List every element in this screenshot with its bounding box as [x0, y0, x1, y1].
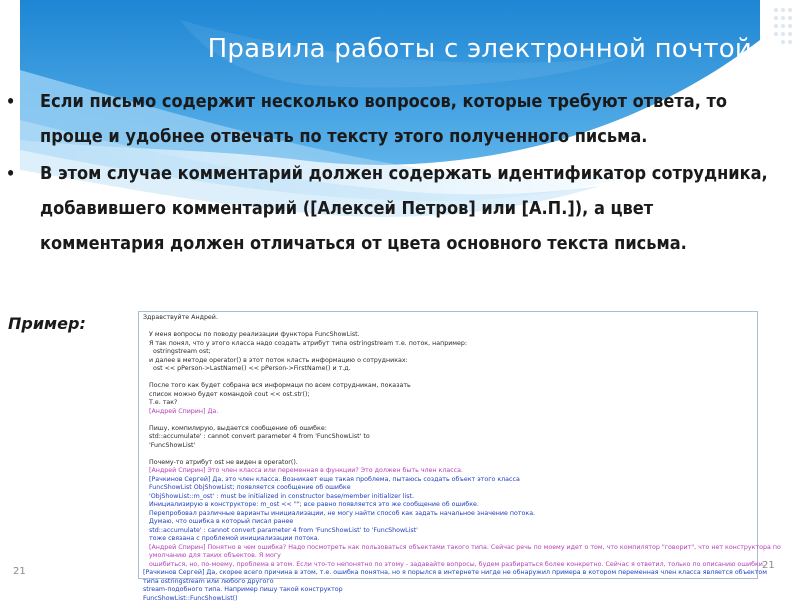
- email-line: После того как будет собрана вся информаци по всем сотрудникам, показать: [143, 382, 753, 391]
- email-line: [Андрей Спирин] Да.: [143, 408, 753, 417]
- email-line: Здравствуйте Андрей.: [143, 314, 753, 323]
- page-number-right: 21: [762, 560, 775, 571]
- bullet-item: [6, 156, 776, 261]
- email-line: Пишу, компилирую, выдается сообщение об ошибке:: [143, 425, 753, 434]
- email-line: Т.е. так?: [143, 399, 753, 408]
- email-line: ostringstream ost;: [143, 348, 753, 357]
- bullet-text: В этом случае комментарий должен содержать идентификатор сотрудника, добавившего комментарий ([Алексей Петров] или [А.П.]), а цвет комментария должен отличаться от цвета основного текста письма.: [40, 163, 768, 254]
- email-line: [143, 323, 753, 332]
- resize-grip-icon: [772, 6, 794, 50]
- email-line: std::accumulate' : cannot convert parameter 4 from 'FuncShowList' to 'FuncShowList': [143, 527, 753, 536]
- email-line: умолчанию для таких объектов. Я могу: [143, 552, 753, 561]
- email-line: ошибиться, но, по-моему, проблема в этом. Если что-то непонятно по этому - задавайте вопросы, будем разбираться более конкретно. Сейчас я ответил, только по описанию ошибки.: [143, 561, 753, 570]
- email-line: [143, 374, 753, 383]
- example-label: Пример:: [8, 314, 86, 333]
- bullet-text: Если письмо содержит несколько вопросов, которые требуют ответа, то проще и удобнее отвечать по тексту этого полученного письма.: [40, 91, 727, 147]
- bullet-dot: •: [6, 84, 15, 119]
- email-line: Инициализирую в конструкторе: m_ost << ""; все равно появляется это же сообщение об ошибке.: [143, 501, 753, 510]
- email-line: [143, 416, 753, 425]
- email-line: 'ObjShowList::m_ost' : must be initialized in constructor base/member initializer list.: [143, 493, 753, 502]
- bullet-dot: •: [6, 156, 15, 191]
- email-line: Я так понял, что у этого класса надо создать атрибут типа ostringstream т.е. поток, например:: [143, 340, 753, 349]
- email-line: типа ostringstream или любого другого: [143, 578, 753, 587]
- email-line: тоже связана с проблемой инициализации потока.: [143, 535, 753, 544]
- email-line: [143, 450, 753, 459]
- email-line: [Рачкинов Сергей] Да, скорее всего причина в этом, т.е. ошибка понятна, но я порылся в интернете нигде не обнаружил примера в котором переменная член класса является объектом: [143, 569, 753, 578]
- email-line: Думаю, что ошибка в который писал ранее: [143, 518, 753, 527]
- bullet-item: [6, 84, 776, 154]
- email-line: stream-подобного типа. Например пишу такой конструктор: [143, 586, 753, 595]
- email-line: и далее в методе operator() в этот поток класть информацию о сотрудниках:: [143, 357, 753, 366]
- email-line: FuncShowList ObjShowList; появляется сообщение об ошибке: [143, 484, 753, 493]
- email-line: 'FuncShowList': [143, 442, 753, 451]
- email-line: Перепробовал различные варианты инициализации, не могу найти способ как задать начальное значение потока.: [143, 510, 753, 519]
- email-line: ost << pPerson->LastName() << pPerson->FirstName() и т.д.: [143, 365, 753, 374]
- email-line: [Рачкинов Сергей] Да, это член класса. Возникает еще такая проблема, пытаюсь создать объект этого класса: [143, 476, 753, 485]
- email-screenshot: [138, 311, 758, 579]
- email-line: У меня вопросы по поводу реализации функтора FuncShowList.: [143, 331, 753, 340]
- slide-title: Правила работы с электронной почтой: [200, 34, 752, 64]
- bullet-list: [6, 84, 776, 263]
- email-line: Почему-то атрибут ost не виден в operator().: [143, 459, 753, 468]
- email-line: FuncShowList::FuncShowList(): [143, 595, 753, 603]
- email-line: std::accumulate' : cannot convert parameter 4 from 'FuncShowList' to: [143, 433, 753, 442]
- email-line: список можно будет командой cout << ost.str();: [143, 391, 753, 400]
- email-line: [Андрей Спирин] Понятно в чем ошибка? Надо посмотреть как пользоваться объектами такого типа. Сейчас речь по моему идет о том, что компилятор "говорит", что нет конструктора по: [143, 544, 753, 553]
- page-number-left: 21: [13, 566, 26, 577]
- email-line: [Андрей Спирин] Это член класса или переменная в функции? Это должен быть член класса.: [143, 467, 753, 476]
